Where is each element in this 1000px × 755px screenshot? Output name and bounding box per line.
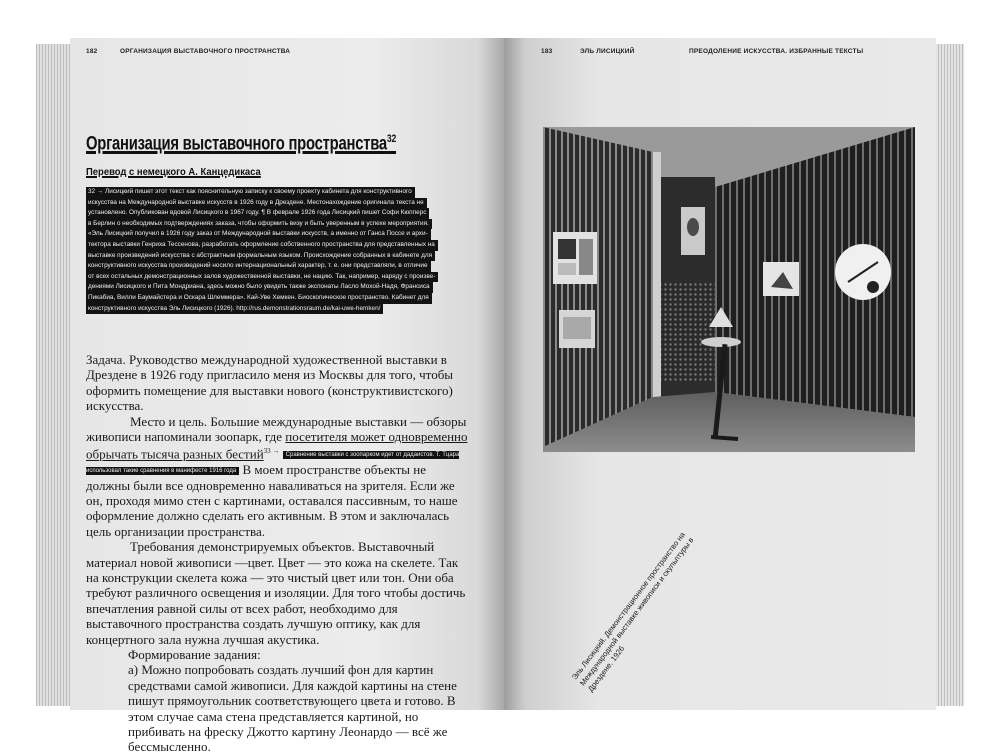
chapter-title-text: Организация выставочного пространства — [86, 133, 387, 155]
exhibition-room-image — [543, 127, 915, 452]
right-page-number: 183 — [541, 48, 553, 55]
page-edges-right — [936, 44, 964, 706]
paragraph-place-and-goal — [86, 414, 470, 540]
footnote-line: конструктивного искусства произведений носило интернациональный характер, т. е. они представляли, в отличие — [86, 261, 431, 272]
right-running-head-title: ПРЕОДОЛЕНИЕ ИСКУССТВА. ИЗБРАННЫЕ ТЕКСТЫ — [689, 48, 864, 55]
photo-caption: Эль Лисицкий. Демонстрационное пространство на Международной выставке живописи и скульптуры в Дрездене. 1926 — [570, 530, 696, 694]
left-running-head: ОРГАНИЗАЦИЯ ВЫСТАВОЧНОГО ПРОСТРАНСТВА — [120, 48, 291, 55]
footnote-line: «Эль Лисицкий получил в 1926 году заказ от Международной выставки искусств, а именно от Ганса Поссе и архи- — [86, 229, 431, 240]
paragraph-text: В моем пространстве объекты не должны были все одновременно наваливаться на зрителя. Если же он, проходя мимо стен с картинами, оставался пассивным, то наше оформление должно сделать его активным. В этом и заключалась цель организации пространства. — [86, 462, 458, 539]
paragraph-option-a: а) Можно попробовать создать лучший фон для картин средствами самой живописи. Для каждой картины на стене пишут прямоугольник соответствующего цвета и готово. В этом случае сама стена представляется картиной, но прибивать на фреску Джотто картину Леонардо — всё же бессмысленно. — [128, 662, 457, 755]
title-note-ref: 32 — [386, 133, 397, 145]
footnote-line: от всех остальных демонстрационных залов художественной выставки, не нацию. Так, например, наряду с произве- — [86, 272, 438, 283]
right-running-head-author: ЭЛЬ ЛИСИЦКИЙ — [580, 48, 635, 55]
paragraph-requirements: Требования демонстрируемых объектов. Выставочный материал новой живописи —цвет. Цвет — это кожа на скелете. Так на конструкции скелета кожа — это чистый цвет или тон. Они оба требуют различного освещения и изоляции. Для того чтобы достичь впечатления равной силы от всех работ, необходимо для выставочного пространства создать лучшую оптику, как для концертного зала нужна лучшая акустика. — [86, 539, 466, 647]
left-page-number: 182 — [86, 48, 98, 55]
paragraph-task: Задача. Руководство международной художественной выставки в Дрездене в 1926 году пригласило меня из Москвы для того, чтобы оформить помещение для выставки нового (конструктивистского) искусства. — [86, 352, 454, 414]
footnote-line: искусства на Международной выставке искусств в 1926 году в Дрездене. Местонахождение оригинала текста не — [86, 198, 427, 209]
chapter-title — [86, 133, 396, 155]
footnote-line: 32 → Лисицкий пишет этот текст как пояснительную записку к своему проекту кабинета для конструктивного — [86, 187, 415, 198]
footnote-line: выставке произведений искусства с абстрактным формальным языком. Происхождение собранных в кабинете для — [86, 251, 435, 262]
footnote-line: в Берлин о необходимых подтверждениях заказа, чтобы оформить визу и быть уверенным в успехе мероприятия. — [86, 219, 432, 230]
body-text — [86, 352, 470, 755]
footnote-line: конструктивного искусства Эль Лисицкого (1926). http://rus.demonstrationsraum.de/kai-uwe-hemken/ — [86, 304, 383, 315]
footnote-block — [86, 187, 472, 314]
note-marker: 33 → — [263, 447, 280, 456]
translator-subtitle: Перевод с немецкого А. Канцедикаса — [86, 166, 261, 178]
paragraph-formulation: Формирование задания: — [128, 647, 261, 663]
footnote-line: тектора выставки Генриха Тессенова, разработать оформление собственного пространства для представленных на — [86, 240, 438, 251]
exhibition-photo — [543, 127, 915, 452]
footnote-line: установлено. Опубликован вдовой Лисицкого в 1967 году. ¶ В феврале 1926 года Лисицкий пишет Софи Кюпперс — [86, 208, 429, 219]
footnote-line: Пикабиа, Вилли Баумайстера и Оскара Шлеммера». Кай-Уве Хемкен. Биоскопическое пространство. Кабинет для — [86, 293, 432, 304]
inline-footnote: Сравнение выставки с зоопарком идет от дадаистов. Т. Тцара использовал такие сравнения в манифесте 1916 года — [86, 452, 460, 474]
underlined-phrase: посетителя может одновременно обрычать тысяча разных бестий — [86, 429, 468, 462]
paragraph-text: Место и цель. Большие международные выставки — обзоры живописи напоминали зоопарк, где — [86, 413, 467, 445]
page-edges-left — [36, 44, 70, 706]
footnote-line: дениями Лисицкого и Пита Мондриана, здесь можно было увидеть также экспонаты Ласло Мохой-Надя, Франсиса — [86, 282, 433, 293]
